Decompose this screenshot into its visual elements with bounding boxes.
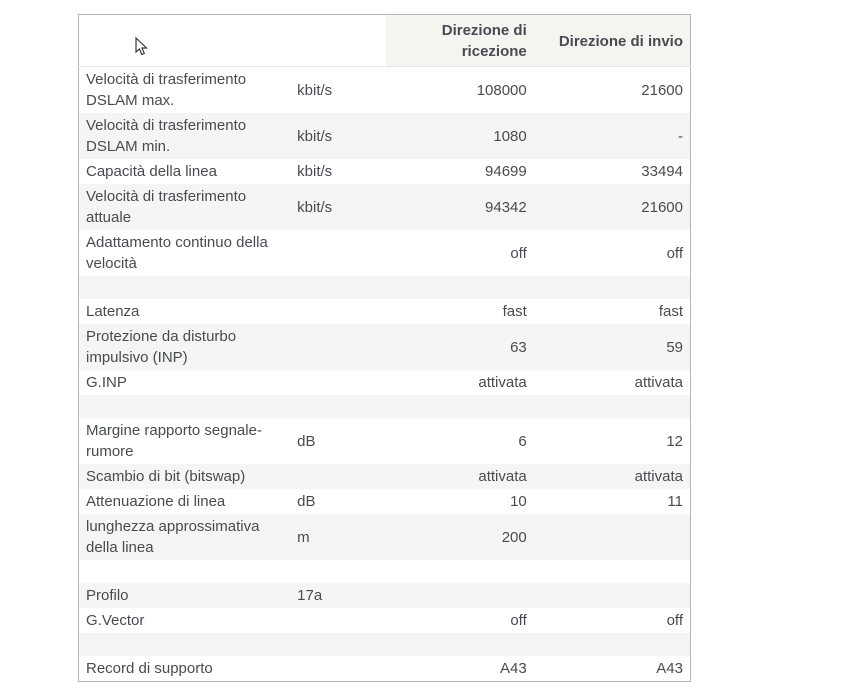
row-label-cell: Velocità di trasferimento DSLAM min. (86, 117, 247, 155)
row-unit-cell (290, 656, 386, 682)
row-label-cell: Scambio di bit (bitswap) (86, 468, 246, 485)
row-receive-value-cell: 94342 (485, 198, 527, 216)
table-row (79, 583, 691, 608)
row-label-cell: Record di supporto (86, 660, 213, 677)
row-receive-value-cell: A43 (500, 660, 527, 677)
row-label-cell (79, 276, 291, 299)
row-receive-value-cell (386, 395, 534, 418)
table-row (79, 489, 691, 514)
row-send-value-cell (534, 514, 691, 560)
row-label-cell: Velocità di trasferimento attuale (86, 188, 247, 226)
row-send-value-cell: 59 (666, 338, 683, 356)
row-unit-cell (290, 276, 386, 299)
row-label-cell: Latenza (86, 303, 140, 320)
row-send-value-cell: 33494 (641, 163, 683, 180)
row-unit-cell: m (297, 528, 310, 546)
table-row (79, 230, 691, 276)
row-receive-value-cell: 63 (510, 338, 527, 356)
table-row (79, 113, 691, 159)
row-receive-value-cell (386, 583, 534, 608)
row-receive-value-cell: 94699 (485, 163, 527, 180)
row-unit-cell (290, 324, 386, 370)
row-unit-cell (290, 395, 386, 418)
spacer-row (79, 560, 691, 583)
row-unit-cell: dB (297, 493, 316, 510)
row-label-cell: Velocità di trasferimento DSLAM max. (86, 71, 247, 109)
row-label-cell (79, 560, 291, 583)
row-label-cell: Adattamento continuo della velocità (86, 234, 268, 272)
table-row (79, 608, 691, 633)
row-receive-value-cell: 108000 (476, 81, 527, 99)
row-label-cell: Margine rapporto segnale-rumore (86, 422, 262, 460)
table-row (79, 324, 691, 370)
dsl-statistics-table (78, 14, 691, 682)
row-send-value-cell: 21600 (641, 81, 683, 99)
row-receive-value-cell: 1080 (493, 127, 527, 145)
row-send-value-cell: attivata (634, 374, 683, 391)
spacer-row (79, 395, 691, 418)
header-label-cell (79, 15, 291, 67)
row-receive-value-cell: off (510, 244, 527, 262)
row-receive-value-cell: attivata (478, 374, 527, 391)
row-send-value-cell: off (666, 244, 683, 262)
row-unit-cell: 17a (297, 587, 323, 604)
table-row (79, 67, 691, 114)
header-send-direction: Direzione di invio (534, 15, 691, 67)
spacer-row (79, 633, 691, 656)
row-send-value-cell: A43 (656, 660, 683, 677)
row-send-value-cell: - (678, 127, 683, 145)
table-row (79, 464, 691, 489)
table-row (79, 370, 691, 395)
row-label-cell (79, 633, 291, 656)
row-unit-cell (290, 560, 386, 583)
row-send-value-cell (534, 560, 691, 583)
table-header-row (79, 15, 691, 67)
row-receive-value-cell (386, 560, 534, 583)
row-send-value-cell (534, 633, 691, 656)
table-row (79, 656, 691, 682)
row-receive-value-cell: 200 (501, 528, 527, 546)
header-unit-cell (290, 15, 386, 67)
row-send-value-cell: off (666, 612, 683, 629)
row-receive-value-cell: 6 (518, 432, 527, 450)
row-send-value-cell (534, 583, 691, 608)
row-send-value-cell: 12 (666, 432, 683, 450)
table-body (79, 67, 691, 682)
row-unit-cell (290, 633, 386, 656)
row-unit-cell: kbit/s (297, 163, 333, 180)
table-row (79, 159, 691, 184)
row-label-cell: G.INP (86, 374, 127, 391)
row-send-value-cell: attivata (634, 468, 683, 485)
row-unit-cell: kbit/s (297, 81, 333, 99)
row-send-value-cell (534, 395, 691, 418)
row-receive-value-cell (386, 276, 534, 299)
header-receive-direction: Direzione di ricezione (386, 15, 534, 67)
row-receive-value-cell: off (510, 612, 527, 629)
table-row (79, 184, 691, 230)
table-row (79, 514, 691, 560)
table-row (79, 418, 691, 464)
row-unit-cell (290, 299, 386, 324)
row-label-cell: Profilo (86, 587, 129, 604)
row-unit-cell (290, 370, 386, 395)
row-receive-value-cell: fast (502, 303, 527, 320)
row-label-cell (79, 395, 291, 418)
row-send-value-cell: fast (658, 303, 683, 320)
dsl-statistics-panel (78, 14, 691, 682)
row-label-cell: Protezione da disturbo impulsivo (INP) (86, 328, 237, 366)
row-send-value-cell: 21600 (641, 198, 683, 216)
row-unit-cell (290, 608, 386, 633)
row-receive-value-cell: 10 (510, 493, 527, 510)
row-unit-cell: dB (297, 432, 316, 450)
row-unit-cell (290, 230, 386, 276)
row-unit-cell: kbit/s (297, 198, 333, 216)
row-receive-value-cell (386, 633, 534, 656)
row-unit-cell: kbit/s (297, 127, 333, 145)
row-send-value-cell: 11 (667, 493, 683, 510)
row-unit-cell (290, 464, 386, 489)
table-row (79, 299, 691, 324)
row-send-value-cell (534, 276, 691, 299)
row-receive-value-cell: attivata (478, 468, 527, 485)
row-label-cell: Attenuazione di linea (86, 493, 226, 510)
spacer-row (79, 276, 691, 299)
row-label-cell: lunghezza approssimativa della linea (86, 518, 260, 556)
row-label-cell: Capacità della linea (86, 163, 217, 180)
row-label-cell: G.Vector (86, 612, 145, 629)
